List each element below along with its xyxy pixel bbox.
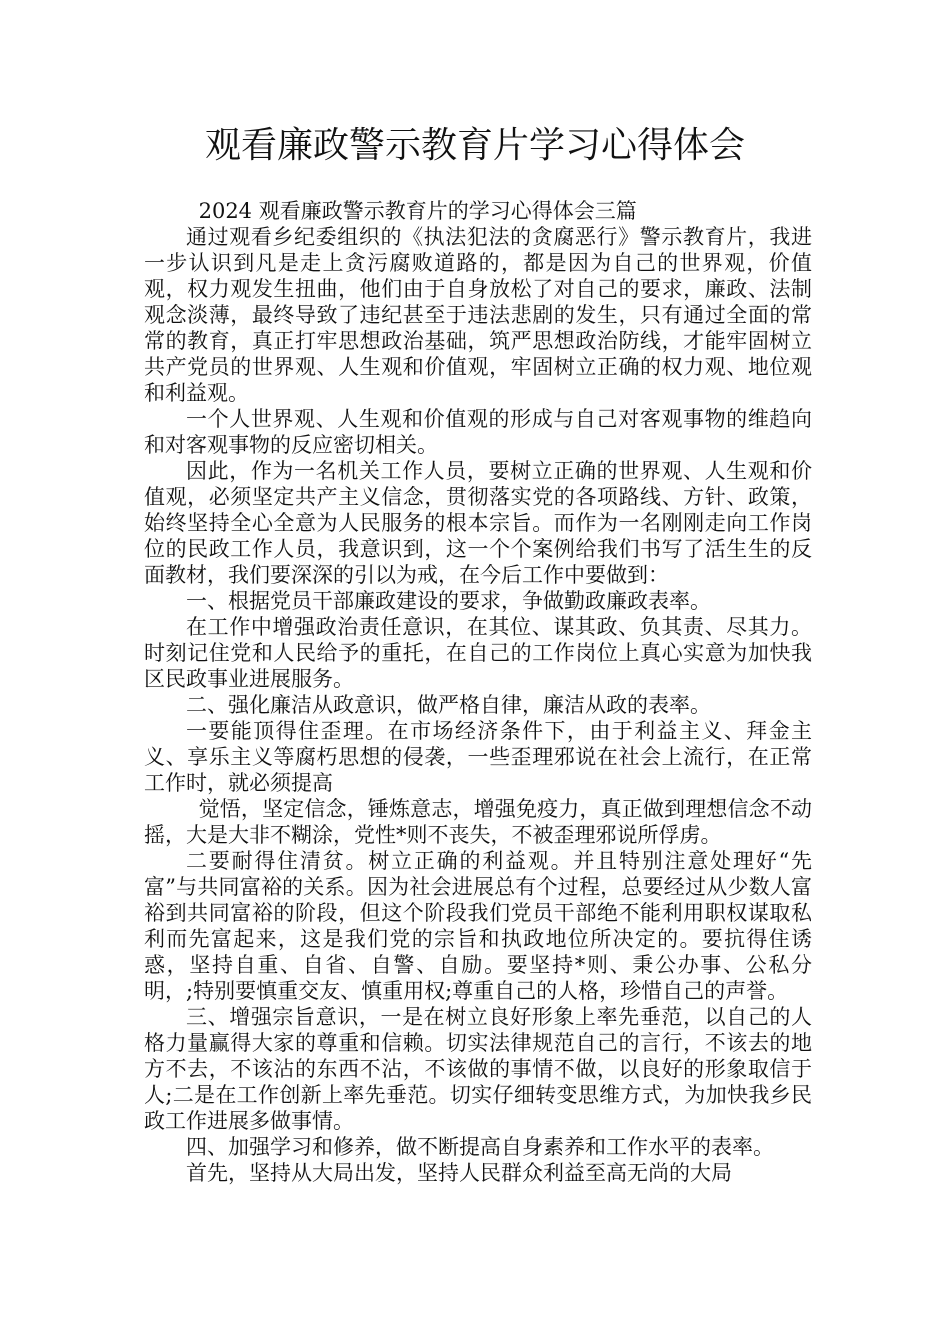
paragraph: 通过观看乡纪委组织的《执法犯法的贪腐恶行》警示教育片，我进一步认识到凡是走上贪污腐败道路的，都是因为自己的世界观，价值观，权力观发生扭曲，他们由于自身放松了对自己的要求，廉政、法制观念淡薄，最终导致了违纪甚至于违法悲剧的发生，只有通过全面的常常的教育，真正打牢思想政治基础，筑严思想政治防线，才能牢固树立共产党员的世界观、人生观和价值观，牢固树立正确的权力观、地位观和利益观。 [144,225,812,405]
paragraph: 二要耐得住清贫。树立正确的利益观。并且特别注意处理好“先富”与共同富裕的关系。因为社会进展总有个过程，总要经过从少数人富裕到共同富裕的阶段，但这个阶段我们党员干部绝不能利用职权谋取私利而先富起来，这是我们党的宗旨和执政地位所决定的。要抗得住诱惑，坚持自重、自省、自警、自励。要坚持*则、秉公办事、公私分明，;特别要慎重交友、慎重用权;尊重自己的人格，珍惜自己的声誉。 [144,849,812,1003]
paragraph: 因此，作为一名机关工作人员，要树立正确的世界观、人生观和价值观，必须坚定共产主义信念，贯彻落实党的各项路线、方针、政策，始终坚持全心全意为人民服务的根本宗旨。而作为一名刚刚走向工作岗位的民政工作人员，我意识到，这一个个案例给我们书写了活生生的反面教材，我们要深深的引以为戒，在今后工作中要做到： [144,459,812,587]
document-body [144,198,812,1186]
paragraph: 一要能顶得住歪理。在市场经济条件下，由于利益主义、拜金主义、享乐主义等腐朽思想的侵袭，一些歪理邪说在社会上流行，在正常工作时，就必须提高 [144,719,812,795]
document-subtitle: 2024 观看廉政警示教育片的学习心得体会三篇 [198,199,637,223]
section-heading: 四、加强学习和修养，做不断提高自身素养和工作水平的表率。 [186,1135,774,1159]
paragraph: 觉悟，坚定信念，锤炼意志，增强免疫力，真正做到理想信念不动摇，大是大非不糊涂，党性*则不丧失，不被歪理邪说所俘虏。 [144,797,812,847]
section-heading: 一、根据党员干部廉政建设的要求，争做勤政廉政表率。 [186,589,711,613]
section-heading: 二、强化廉洁从政意识，做严格自律，廉洁从政的表率。 [186,693,711,717]
paragraph: 在工作中增强政治责任意识，在其位、谋其政、负其责、尽其力。时刻记住党和人民给予的重托，在自己的工作岗位上真心实意为加快我区民政事业进展服务。 [144,615,812,691]
paragraph: 三、增强宗旨意识，一是在树立良好形象上率先垂范，以自己的人格力量赢得大家的尊重和信赖。切实法律规范自己的言行，不该去的地方不去，不该沾的东西不沾，不该做的事情不做，以良好的形象取信于人;二是在工作创新上率先垂范。切实仔细转变思维方式，为加快我乡民政工作进展多做事情。 [144,1005,812,1133]
document-title: 观看廉政警示教育片学习心得体会 [204,125,745,166]
paragraph: 一个人世界观、人生观和价值观的形成与自己对客观事物的维趋向和对客观事物的反应密切相关。 [144,407,812,457]
paragraph: 首先，坚持从大局出发，坚持人民群众利益至高无尚的大局 [186,1161,732,1185]
